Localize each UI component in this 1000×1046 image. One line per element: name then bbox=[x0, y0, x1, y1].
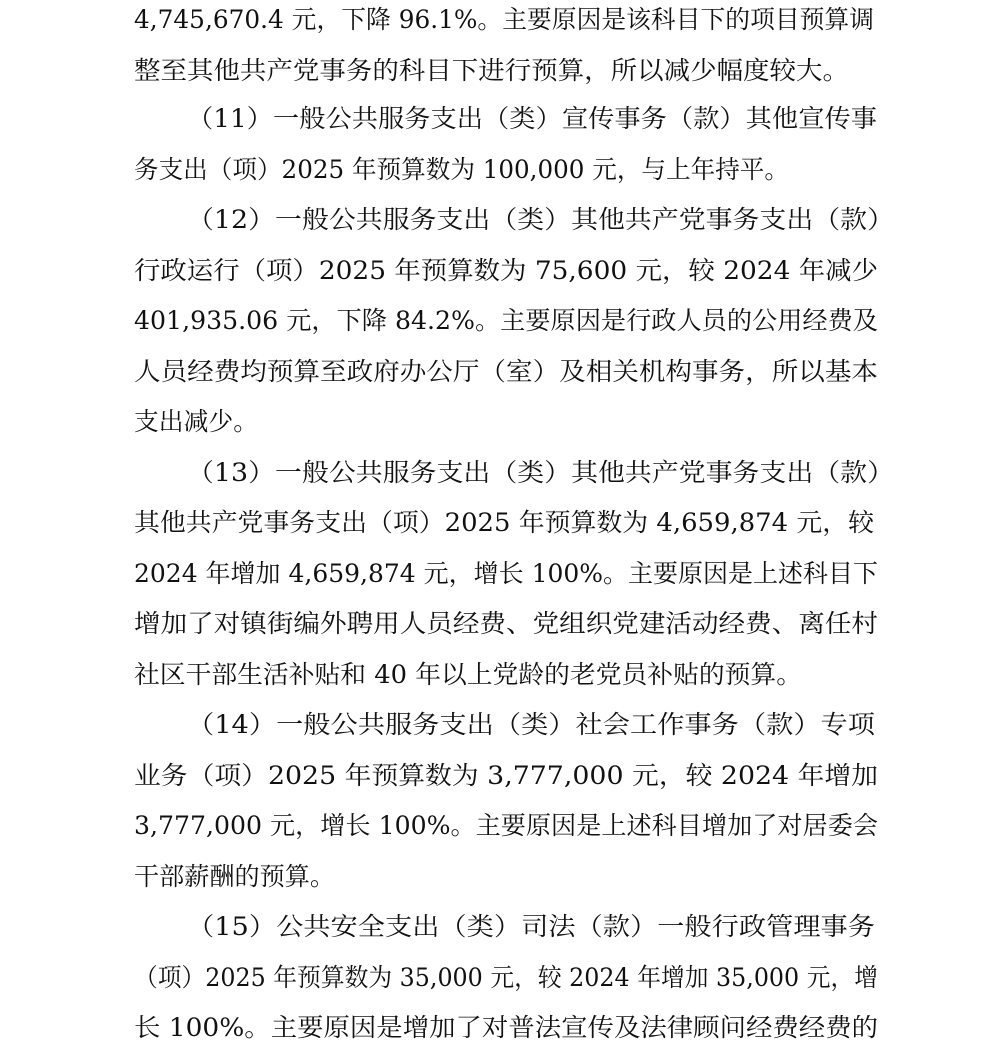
text-line bbox=[0, 253, 1000, 289]
text-line bbox=[0, 909, 1000, 945]
text-line bbox=[0, 505, 1000, 541]
text-line bbox=[0, 960, 1000, 996]
text-line bbox=[0, 404, 1000, 440]
text-line-content: 长 100%。主要原因是增加了对普法宣传及法律顾问经费经费的 bbox=[134, 1013, 878, 1042]
text-line-content: （14）一般公共服务支出（类）社会工作事务（款）专项 bbox=[187, 710, 876, 739]
text-line-content: 行政运行（项）2025 年预算数为 75,600 元，较 2024 年减少 bbox=[134, 256, 879, 285]
text-line-content: 4,745,670.4 元，下降 96.1%。主要原因是该科目下的项目预算调 bbox=[134, 5, 874, 34]
text-line bbox=[0, 556, 1000, 592]
text-line bbox=[0, 152, 1000, 188]
text-line-content: 人员经费均预算至政府办公厅（室）及相关机构事务，所以基本 bbox=[134, 357, 878, 386]
text-line-content: （项）2025 年预算数为 35,000 元，较 2024 年增加 35,000 元，增 bbox=[134, 963, 878, 992]
text-line-content: 社区干部生活补贴和 40 年以上党龄的老党员补贴的预算。 bbox=[134, 660, 803, 689]
text-line bbox=[0, 101, 1000, 137]
text-line-content: 其他共产党事务支出（项）2025 年预算数为 4,659,874 元，较 bbox=[134, 508, 874, 537]
text-line-content: 干部薪酬的预算。 bbox=[134, 862, 335, 891]
text-line bbox=[0, 455, 1000, 491]
text-line-content: 3,777,000 元，增长 100%。主要原因是上述科目增加了对居委会 bbox=[134, 811, 878, 840]
text-line-content: （11）一般公共服务支出（类）宣传事务（款）其他宣传事 bbox=[187, 104, 877, 133]
text-line bbox=[0, 202, 1000, 238]
text-line bbox=[0, 1010, 1000, 1046]
text-line-content: （15）公共安全支出（类）司法（款）一般行政管理事务 bbox=[187, 912, 876, 941]
text-line bbox=[0, 2, 1000, 38]
text-line-content: （13）一般公共服务支出（类）其他共产党事务支出（款） bbox=[187, 458, 895, 487]
text-line bbox=[0, 859, 1000, 895]
text-line-content: 2024 年增加 4,659,874 元，增长 100%。主要原因是上述科目下 bbox=[134, 559, 878, 588]
text-line bbox=[0, 303, 1000, 339]
text-line bbox=[0, 354, 1000, 390]
text-line-content: 整至其他共产党事务的科目下进行预算，所以减少幅度较大。 bbox=[134, 56, 849, 85]
text-line bbox=[0, 53, 1000, 89]
text-line bbox=[0, 657, 1000, 693]
text-line bbox=[0, 707, 1000, 743]
text-line-content: （12）一般公共服务支出（类）其他共产党事务支出（款） bbox=[187, 205, 895, 234]
text-line bbox=[0, 606, 1000, 642]
text-line bbox=[0, 808, 1000, 844]
text-line-content: 业务（项）2025 年预算数为 3,777,000 元，较 2024 年增加 bbox=[134, 761, 878, 790]
text-line-content: 401,935.06 元，下降 84.2%。主要原因是行政人员的公用经费及 bbox=[134, 306, 878, 335]
text-line-content: 务支出（项）2025 年预算数为 100,000 元，与上年持平。 bbox=[134, 155, 789, 184]
text-line-content: 支出减少。 bbox=[134, 407, 258, 436]
text-line bbox=[0, 758, 1000, 794]
text-line-content: 增加了对镇街编外聘用人员经费、党组织党建活动经费、离任村 bbox=[134, 609, 878, 638]
